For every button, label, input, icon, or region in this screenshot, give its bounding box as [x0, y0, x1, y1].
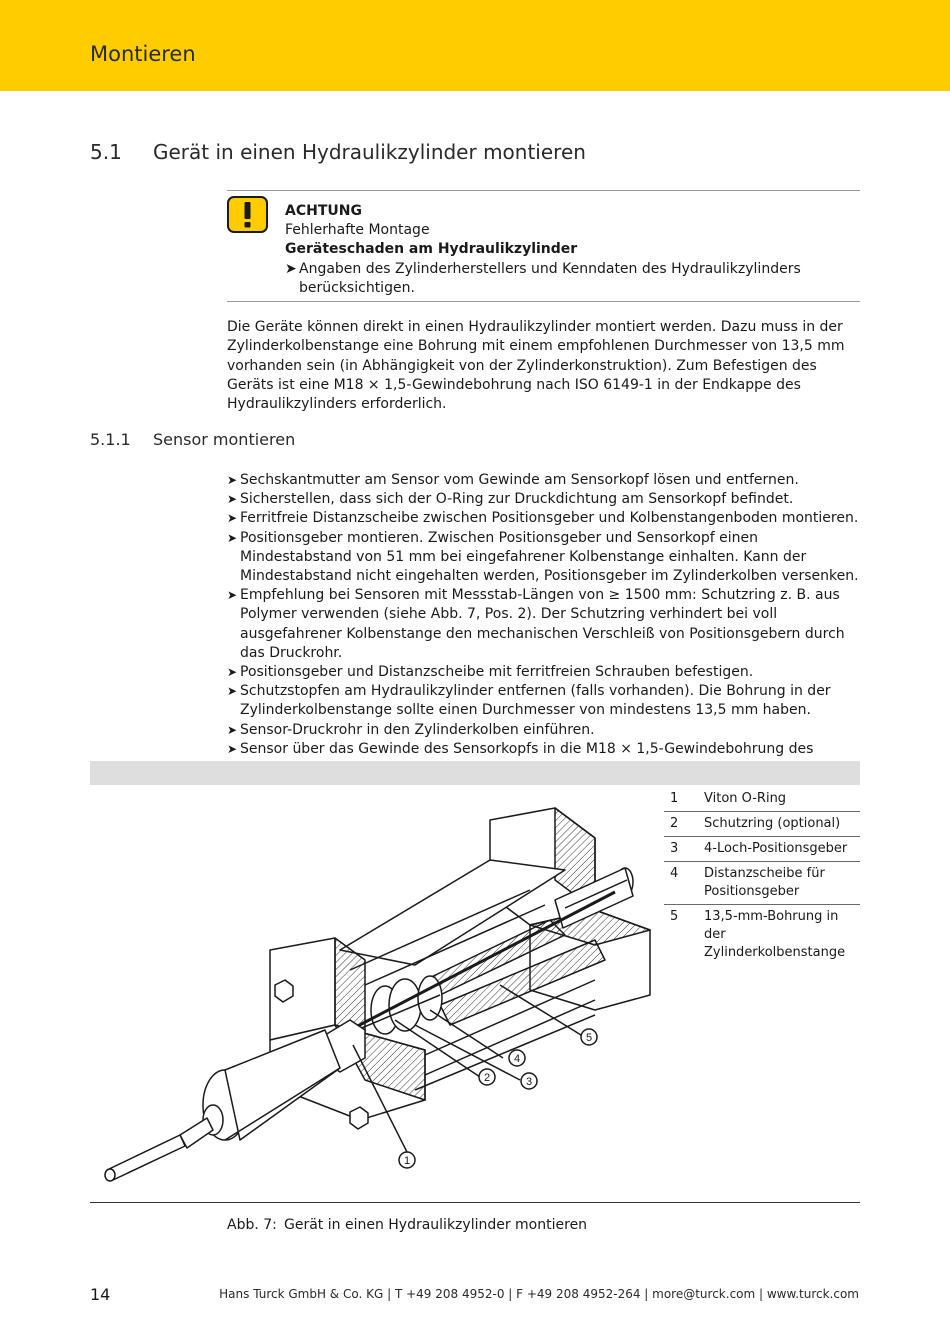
- step-text: Sensor über das Gewinde des Sensorkopfs in die M18 × 1,5-Gewindebohrung des: [240, 740, 814, 757]
- step-text: Ferritfreie Distanzscheibe zwischen Positionsgeber und Kolbenstangenboden montieren.: [240, 510, 859, 527]
- table-row: [664, 787, 860, 812]
- warning-measure-line2: berücksichtigen.: [299, 279, 415, 296]
- warning-consequence: Geräteschaden am Hydraulikzylinder: [285, 241, 578, 258]
- arrow-bullet-icon: ➤: [227, 473, 238, 487]
- warning-top-rule: [227, 190, 860, 191]
- table-row: [664, 905, 860, 966]
- warning-hazard: Fehlerhafte Montage: [285, 222, 430, 239]
- arrow-bullet-icon: ➤: [227, 684, 238, 699]
- callout-4: 4: [513, 1053, 521, 1065]
- step-text: Schutzstopfen am Hydraulikzylinder entfernen (falls vorhanden). Die Bohrung in der Zylinderkolbenstange sollte einen Durchmesser von mindestens 13,5 mm haben.: [240, 683, 831, 719]
- legend-text: Distanzscheibe für Positionsgeber: [698, 862, 860, 905]
- arrow-bullet-icon: ➤: [227, 665, 238, 680]
- step-text: Positionsgeber und Distanzscheibe mit ferritfreien Schrauben befestigen.: [240, 664, 754, 681]
- caption-label: Abb. 7:: [227, 1217, 277, 1233]
- table-row: [664, 862, 860, 905]
- list-item: [227, 509, 867, 528]
- exclamation-warning-icon: [227, 196, 268, 233]
- list-item: [227, 471, 867, 490]
- step-text: Sechskantmutter am Sensor vom Gewinde am Sensorkopf lösen und entfernen.: [240, 472, 799, 488]
- caption-rule: [90, 1202, 860, 1203]
- step-text: Empfehlung bei Sensoren mit Messstab-Längen von ≥ 1500 mm: Schutzring z. B. aus Polymer verwenden (siehe Abb. 7, Pos. 2). Der Schutzring verhindert bei voll ausgefahrener Kolbenstange den mechanischen Verschleiß von Positionsgebern durch das Druckrohr.: [240, 587, 845, 661]
- arrow-bullet-icon: ➤: [227, 722, 238, 737]
- legend-num: 1: [664, 787, 698, 812]
- footer-contact: Hans Turck GmbH & Co. KG | T +49 208 4952-0 | F +49 208 4952-264 | more@turck.com | www.turck.com: [219, 1287, 859, 1301]
- section-title: Gerät in einen Hydraulikzylinder montieren: [153, 140, 586, 164]
- legend-text: 13,5-mm-Bohrung in der Zylinderkolbenstange: [704, 909, 846, 960]
- arrow-bullet-icon: ➤: [227, 741, 238, 756]
- legend-text: 4-Loch-Positionsgeber: [698, 837, 860, 862]
- legend-num: 4: [664, 862, 698, 905]
- legend-num: 2: [664, 812, 698, 837]
- table-row: [664, 837, 860, 862]
- warning-bottom-rule: [227, 301, 860, 302]
- list-item: [227, 586, 867, 663]
- arrow-bullet-icon: ➤: [227, 511, 238, 526]
- legend-num: 3: [664, 837, 698, 862]
- step-text: Sicherstellen, dass sich der O-Ring zur Druckdichtung am Sensorkopf befindet.: [240, 491, 794, 508]
- step-text: Sensor-Druckrohr in den Zylinderkolben einführen.: [240, 721, 595, 738]
- hydraulic-cylinder-drawing: [95, 800, 660, 1195]
- arrow-bullet-icon: ➤: [285, 260, 297, 277]
- section-number: 5.1: [90, 140, 122, 164]
- list-item: [227, 529, 867, 587]
- arrow-bullet-icon: ➤: [227, 530, 238, 545]
- callout-3: 3: [525, 1076, 533, 1088]
- figure-caption: [227, 1217, 587, 1233]
- figure-legend: [664, 787, 860, 965]
- figure-band: [90, 761, 860, 785]
- list-item: [227, 490, 867, 509]
- step-text: Positionsgeber montieren. Zwischen Positionsgeber und Sensorkopf einen Mindestabstand von 51 mm bei eingefahrener Kolbenstange einhalten. Kann der Mindestabstand nicht eingehalten werden, Positionsgeber im Zylinderkolben versenken.: [240, 529, 859, 585]
- warning-text: [285, 202, 845, 298]
- page-number: 14: [90, 1285, 111, 1304]
- subsection-number: 5.1.1: [90, 430, 131, 449]
- list-item: [227, 663, 867, 682]
- table-row: [664, 812, 860, 837]
- warning-signal-word: ACHTUNG: [285, 203, 362, 219]
- intro-paragraph: Die Geräte können direkt in einen Hydraulikzylinder montiert werden. Dazu muss in der Zylinderkolbenstange eine Bohrung mit einem empfohlenen Durchmesser von 13,5 mm vorhanden sein (in Abhängigkeit von der Zylinderkonstruktion). Zum Befestigen des Geräts ist eine M18 × 1,5-Gewindebohrung nach ISO 6149-1 in der Endkappe des Hydraulikzylinders erforderlich.: [227, 319, 845, 413]
- legend-num: 5: [670, 909, 679, 924]
- legend-text: Schutzring (optional): [698, 812, 860, 837]
- callout-5: 5: [585, 1032, 593, 1044]
- arrow-bullet-icon: ➤: [227, 588, 238, 603]
- callout-2: 2: [483, 1072, 491, 1084]
- warning-measure-line1: Angaben des Zylinderherstellers und Kenndaten des Hydraulikzylinders: [299, 260, 801, 277]
- chapter-title: Montieren: [90, 42, 196, 66]
- step-list: [227, 471, 867, 778]
- warning-measure: [285, 260, 845, 298]
- legend-text: Viton O-Ring: [698, 787, 860, 812]
- list-item: [227, 682, 867, 720]
- list-item: [227, 721, 867, 740]
- callout-1: 1: [403, 1155, 411, 1167]
- caption-text: Gerät in einen Hydraulikzylinder montieren: [284, 1217, 588, 1233]
- subsection-title: Sensor montieren: [153, 430, 296, 449]
- arrow-bullet-icon: ➤: [227, 492, 238, 507]
